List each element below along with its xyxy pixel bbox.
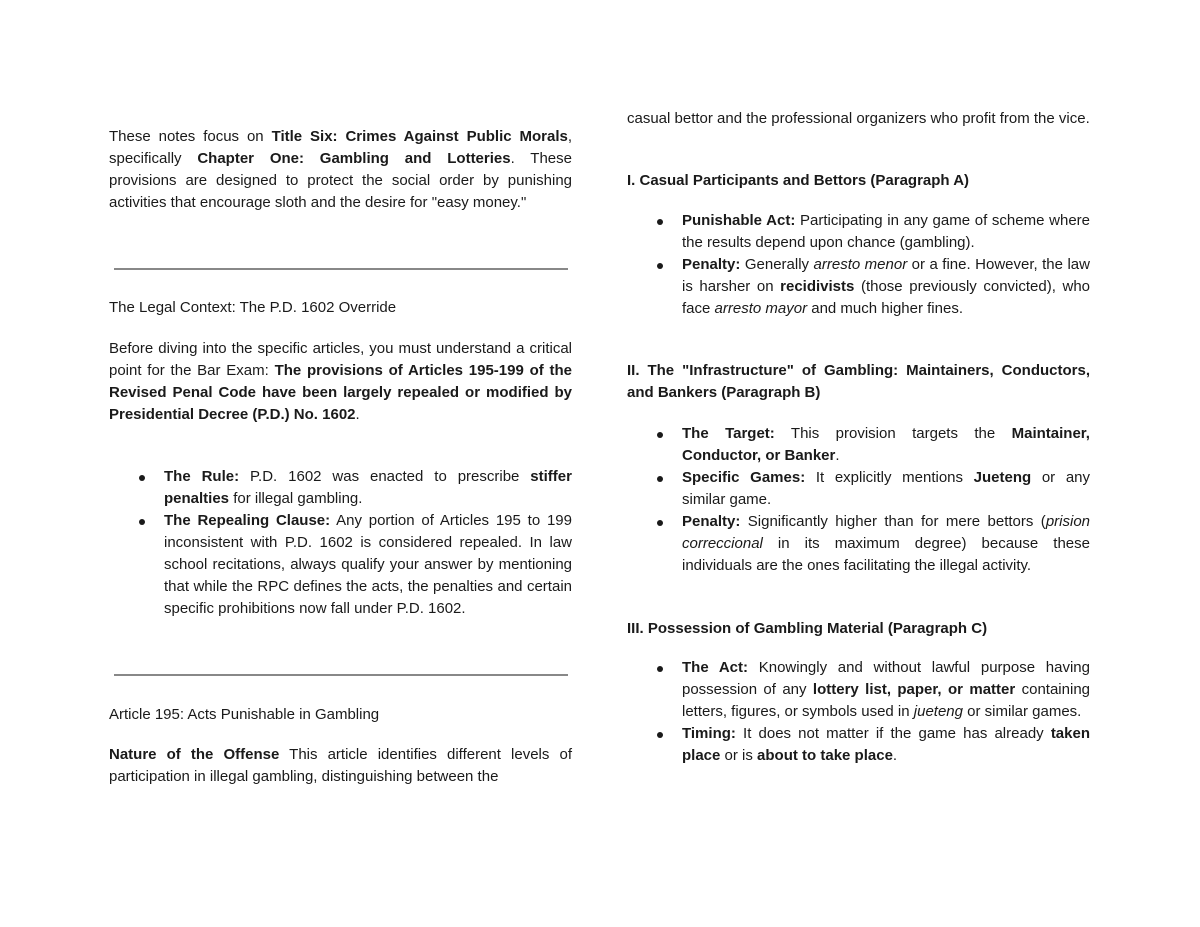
heading-casual-participants: [627, 170, 1090, 192]
horizontal-divider: [114, 268, 568, 270]
bullet-text: in its maximum degree) because these individuals are the ones facilitating the illegal activity.: [682, 535, 1090, 574]
bullet-text: and much higher fines.: [807, 300, 963, 317]
intro-paragraph: [109, 126, 572, 214]
bullet-text: (those previously convicted), who face: [682, 278, 1090, 317]
bullet-label: Specific Games:: [682, 469, 806, 486]
bullet-label: The Target:: [682, 425, 775, 442]
intro-text-2: , specifically: [109, 128, 573, 167]
nature-paragraph: [109, 744, 572, 788]
bullet-text: Generally: [740, 256, 814, 273]
bullet-bold: recidivists: [780, 278, 855, 295]
context-bold-provisions: The provisions of Articles 195-199 of the Revised Penal Code have been largely repealed or modified by Presidential Decree (P.D.) No. 1602: [109, 362, 572, 423]
bullet-dot: [657, 263, 663, 269]
bullet-text: or similar games.: [962, 703, 1082, 720]
bullet-italic: prision correccional: [682, 513, 1090, 552]
bullet-repealing-clause: [109, 510, 572, 620]
bullet-text: for illegal gambling.: [229, 490, 363, 507]
bullet-text: .: [835, 447, 840, 464]
intro-text-1: These notes focus on: [109, 128, 272, 145]
bullet-dot: [139, 475, 145, 481]
bullet-bold: about to take place: [757, 747, 893, 764]
intro-bold-title-six: Title Six: Crimes Against Public Morals: [271, 128, 568, 145]
bullet-bold: Jueteng: [973, 469, 1032, 486]
context-text-1: Before diving into the specific articles, you must understand a critical point for the Bar Exam:: [109, 340, 572, 379]
bullet-text: It does not matter if the game has already: [735, 725, 1051, 742]
bullet-penalty-casual: [627, 254, 1090, 320]
bullet-dot: [657, 666, 663, 672]
nature-label: Nature of the Offense: [109, 746, 280, 763]
context-bullet-list: [109, 466, 572, 620]
bullet-text: Knowingly and without lawful purpose having possession of any: [682, 659, 1090, 698]
bullet-the-act: [627, 657, 1090, 723]
bullet-label: The Rule:: [164, 468, 240, 485]
bullet-dot: [657, 219, 663, 225]
bullet-text: .: [892, 747, 898, 764]
bullet-bold: stiffer penalties: [164, 468, 572, 507]
bullet-dot: [657, 520, 663, 526]
bullet-bold: lottery list, paper, or matter: [812, 681, 1016, 698]
bullet-label: The Repealing Clause:: [164, 512, 331, 529]
bullet-label: Punishable Act:: [682, 212, 796, 229]
context-paragraph: [109, 338, 572, 426]
bullet-label: The Act:: [682, 659, 748, 676]
heading-text: I. Casual Participants and Bettors (Paragraph A): [627, 172, 970, 189]
bullet-text: This provision targets the: [774, 425, 1012, 442]
bullet-text: or any similar game.: [682, 469, 1090, 508]
bullet-text: It explicitly mentions: [805, 469, 974, 486]
heading-possession: [627, 618, 1090, 640]
section-heading-legal-context: The Legal Context: The P.D. 1602 Override: [109, 299, 397, 316]
intro-bold-chapter-one: Chapter One: Gambling and Lotteries: [197, 150, 511, 167]
bullet-text: Participating in any game of scheme where the results depend upon chance (gambling).: [682, 212, 1091, 251]
bullet-text: or a fine. However, the law is harsher on: [682, 256, 1090, 295]
section-heading-article-195: Article 195: Acts Punishable in Gambling: [109, 706, 380, 723]
infrastructure-bullet-list: [627, 423, 1090, 577]
bullet-penalty-infrastructure: [627, 511, 1090, 577]
bullet-dot: [139, 519, 145, 525]
bullet-italic: arresto menor: [813, 256, 908, 273]
bullet-specific-games: [627, 467, 1090, 511]
bullet-text: containing letters, figures, or symbols used in: [682, 681, 1090, 720]
bullet-dot: [657, 476, 663, 482]
heading-infrastructure: [627, 360, 1090, 404]
bullet-the-rule: [109, 466, 572, 510]
bullet-bold: Maintainer, Conductor, or Banker: [682, 425, 1090, 464]
horizontal-divider: [114, 674, 568, 676]
bullet-label: Penalty:: [682, 256, 741, 273]
bullet-text: or is: [720, 747, 758, 764]
bullet-italic: arresto mayor: [714, 300, 808, 317]
nature-text: This article identifies different levels of participation in illegal gambling, distinguishing between the: [109, 746, 572, 785]
bullet-timing: [627, 723, 1090, 767]
bullet-dot: [657, 432, 663, 438]
casual-bullet-list: [627, 210, 1090, 320]
bullet-text: P.D. 1602 was enacted to prescribe: [239, 468, 531, 485]
possession-bullet-list: [627, 657, 1090, 767]
bullet-the-target: [627, 423, 1090, 467]
bullet-text: Significantly higher than for mere bettors (: [740, 513, 1046, 530]
bullet-label: Penalty:: [682, 513, 741, 530]
intro-text-3: . These provisions are designed to protect the social order by punishing activities that encourage sloth and the desire for "easy money.": [109, 150, 572, 211]
bullet-italic: jueteng: [913, 703, 963, 720]
heading-text: III. Possession of Gambling Material (Paragraph C): [627, 620, 988, 637]
bullet-label: Timing:: [682, 725, 736, 742]
bullet-dot: [657, 732, 663, 738]
bullet-text: Any portion of Articles 195 to 199 inconsistent with P.D. 1602 is considered repealed. In law school recitations, always qualify your answer by mentioning that while the RPC defines the acts, the penalties and certain specific prohibitions now fall under P.D. 1602.: [164, 512, 572, 617]
heading-text: II. The "Infrastructure" of Gambling: Maintainers, Conductors, and Bankers (Paragraph B): [627, 362, 1090, 401]
bullet-bold: taken place: [682, 725, 1090, 764]
bullet-punishable-act: [627, 210, 1090, 254]
context-text-2: .: [355, 406, 360, 423]
continuation-paragraph: casual bettor and the professional organizers who profit from the vice.: [627, 110, 1090, 127]
